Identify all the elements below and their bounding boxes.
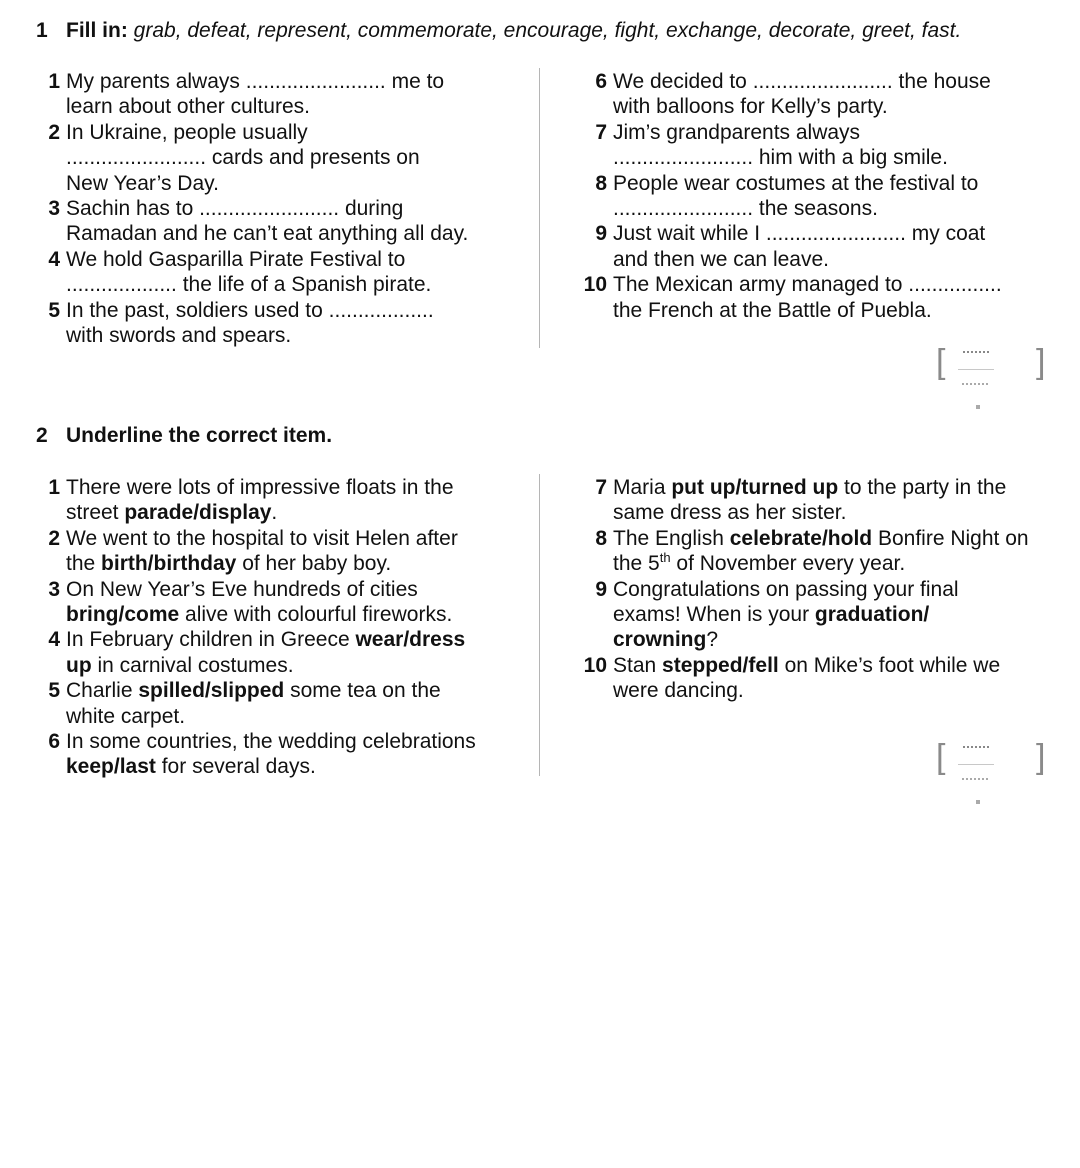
exercise-1-heading (36, 18, 961, 44)
list-item (36, 627, 526, 678)
item-text: for several days. (155, 755, 316, 779)
item-text: In some countries, the wedding celebrations (66, 730, 476, 754)
item-text: street (66, 501, 125, 525)
item-text: on Mike’s foot while we (778, 653, 1001, 677)
list-item (36, 475, 526, 526)
list-item (36, 577, 526, 628)
list-item (583, 171, 1063, 222)
item-text: some tea on the (284, 679, 441, 703)
score-box-divider (958, 764, 994, 765)
score-box (936, 345, 1046, 425)
item-text: In February children in Greece (66, 628, 356, 652)
answer-options[interactable]: put up/turned up (671, 476, 839, 499)
item-number: 3 (48, 197, 60, 221)
list-item (36, 69, 516, 120)
item-text: exams! When is your (613, 603, 815, 627)
list-item (36, 678, 526, 729)
item-text: were dancing. (613, 679, 744, 703)
score-box-open-bracket: [ (936, 343, 946, 381)
column-divider (539, 68, 540, 348)
word-bank: grab, defeat, represent, commemorate, encourage, fight, exchange, decorate, greet, fast. (133, 19, 962, 42)
answer-options[interactable]: bring/come (66, 603, 180, 627)
item-number: 7 (595, 120, 607, 144)
item-number: 9 (595, 577, 607, 601)
answer-options[interactable]: birth/birthday (101, 552, 237, 576)
item-number: 10 (583, 653, 607, 677)
item-number: 1 (48, 70, 60, 93)
item-text: ................... the life of a Spanish pirate. (66, 273, 432, 297)
list-item (36, 298, 516, 349)
list-item (36, 247, 516, 298)
item-text: the French at the Battle of Puebla. (613, 298, 932, 322)
item-text: Just wait while I ........................ my coat (613, 222, 986, 246)
item-number: 10 (583, 273, 607, 297)
item-text: ........................ cards and presents on (66, 146, 420, 170)
item-text: and then we can leave. (613, 247, 829, 271)
item-text: People wear costumes at the festival to (613, 171, 979, 195)
item-text: The English (613, 526, 730, 550)
item-number: 6 (48, 730, 60, 754)
list-item (36, 196, 516, 247)
score-box-close-bracket: ] (1036, 738, 1046, 776)
item-text: We went to the hospital to visit Helen after (66, 526, 458, 550)
item-text: the (66, 552, 102, 576)
item-number: 8 (595, 171, 607, 195)
score-box-close-bracket: ] (1036, 343, 1046, 381)
answer-options[interactable]: celebrate/hold (729, 526, 873, 550)
item-text: learn about other cultures. (66, 95, 310, 119)
item-text: On New Year’s Eve hundreds of cities (66, 577, 418, 601)
score-box-mark (976, 405, 980, 409)
item-text: the 5 (613, 552, 660, 576)
score-box-total (962, 383, 988, 389)
item-number: 6 (595, 70, 607, 93)
answer-options[interactable]: stepped/fell (662, 653, 779, 677)
item-text: ........................ him with a big smile. (613, 146, 948, 170)
score-box-mark (976, 800, 980, 804)
exercise-2-left-column (36, 475, 526, 780)
item-number: 4 (48, 628, 60, 652)
answer-options[interactable]: parade/display (124, 501, 272, 525)
score-box-open-bracket: [ (936, 738, 946, 776)
item-text: same dress as her sister. (613, 501, 847, 525)
item-number: 7 (595, 476, 607, 499)
list-item (36, 526, 526, 577)
item-text: Charlie (66, 679, 139, 703)
list-item (583, 221, 1063, 272)
item-text: There were lots of impressive floats in the (66, 476, 454, 499)
item-number: 8 (595, 526, 607, 550)
item-text: Sachin has to ........................ during (66, 197, 404, 221)
list-item (36, 729, 526, 780)
score-box-total (962, 778, 988, 784)
score-box-label (963, 746, 989, 752)
item-number: 3 (48, 577, 60, 601)
answer-options[interactable]: crowning (613, 628, 707, 652)
item-number: 2 (48, 120, 60, 144)
item-text: Maria (613, 476, 672, 499)
item-text: to the party in the (838, 476, 1007, 499)
exercise-1-left-column (36, 69, 516, 348)
score-box (936, 740, 1046, 820)
list-item (583, 526, 1063, 577)
item-text: in carnival costumes. (91, 653, 294, 677)
item-text: white carpet. (66, 704, 186, 728)
list-item (583, 272, 1063, 323)
item-text: ? (706, 628, 719, 652)
exercise-1-right-column (583, 69, 1063, 323)
item-text: In the past, soldiers used to .................. (66, 298, 434, 322)
ordinal-suffix: th (659, 550, 671, 566)
item-text: with balloons for Kelly’s party. (613, 95, 888, 119)
item-text: with swords and spears. (66, 324, 292, 348)
list-item (583, 120, 1063, 171)
item-number: 2 (48, 526, 60, 550)
item-text: In Ukraine, people usually (66, 120, 308, 144)
answer-options[interactable]: graduation/ (814, 603, 930, 627)
item-text: The Mexican army managed to ................ (613, 273, 1002, 297)
exercise-title: Underline the correct item. (66, 424, 333, 447)
exercise-number: 1 (36, 19, 48, 42)
list-item (583, 69, 1063, 120)
item-text: Congratulations on passing your final (613, 577, 959, 601)
list-item (36, 120, 516, 196)
item-number: 9 (595, 222, 607, 246)
item-text: Jim’s grandparents always (613, 120, 861, 144)
item-text: Bonfire Night on (872, 526, 1029, 550)
item-number: 4 (48, 247, 60, 271)
exercise-2-heading (36, 423, 332, 449)
item-text: Ramadan and he can’t eat anything all day. (66, 222, 469, 246)
answer-options[interactable]: wear/dress (355, 628, 466, 652)
list-item (583, 475, 1063, 526)
item-text: My parents always ........................ me to (66, 70, 445, 93)
list-item (583, 653, 1063, 704)
item-text: ........................ the seasons. (613, 197, 878, 221)
item-text: of her baby boy. (236, 552, 392, 576)
item-number: 5 (48, 679, 60, 703)
answer-options[interactable]: up (66, 653, 92, 677)
item-text: of November every year. (670, 552, 906, 576)
item-text: We decided to ........................ the house (613, 70, 991, 93)
item-number: 1 (48, 476, 60, 499)
exercise-2-right-column (583, 475, 1063, 704)
score-box-divider (958, 369, 994, 370)
item-text: We hold Gasparilla Pirate Festival to (66, 247, 406, 271)
item-number: 5 (48, 298, 60, 322)
item-text: alive with colourful fireworks. (179, 603, 453, 627)
column-divider (539, 474, 540, 776)
exercise-number: 2 (36, 424, 48, 447)
item-text: Stan (613, 653, 663, 677)
item-text: . (271, 501, 278, 525)
answer-options[interactable]: spilled/slipped (138, 679, 285, 703)
list-item (583, 577, 1063, 653)
score-box-label (963, 351, 989, 357)
answer-options[interactable]: keep/last (66, 755, 156, 779)
item-text: New Year’s Day. (66, 171, 219, 195)
exercise-title: Fill in: (66, 19, 128, 42)
